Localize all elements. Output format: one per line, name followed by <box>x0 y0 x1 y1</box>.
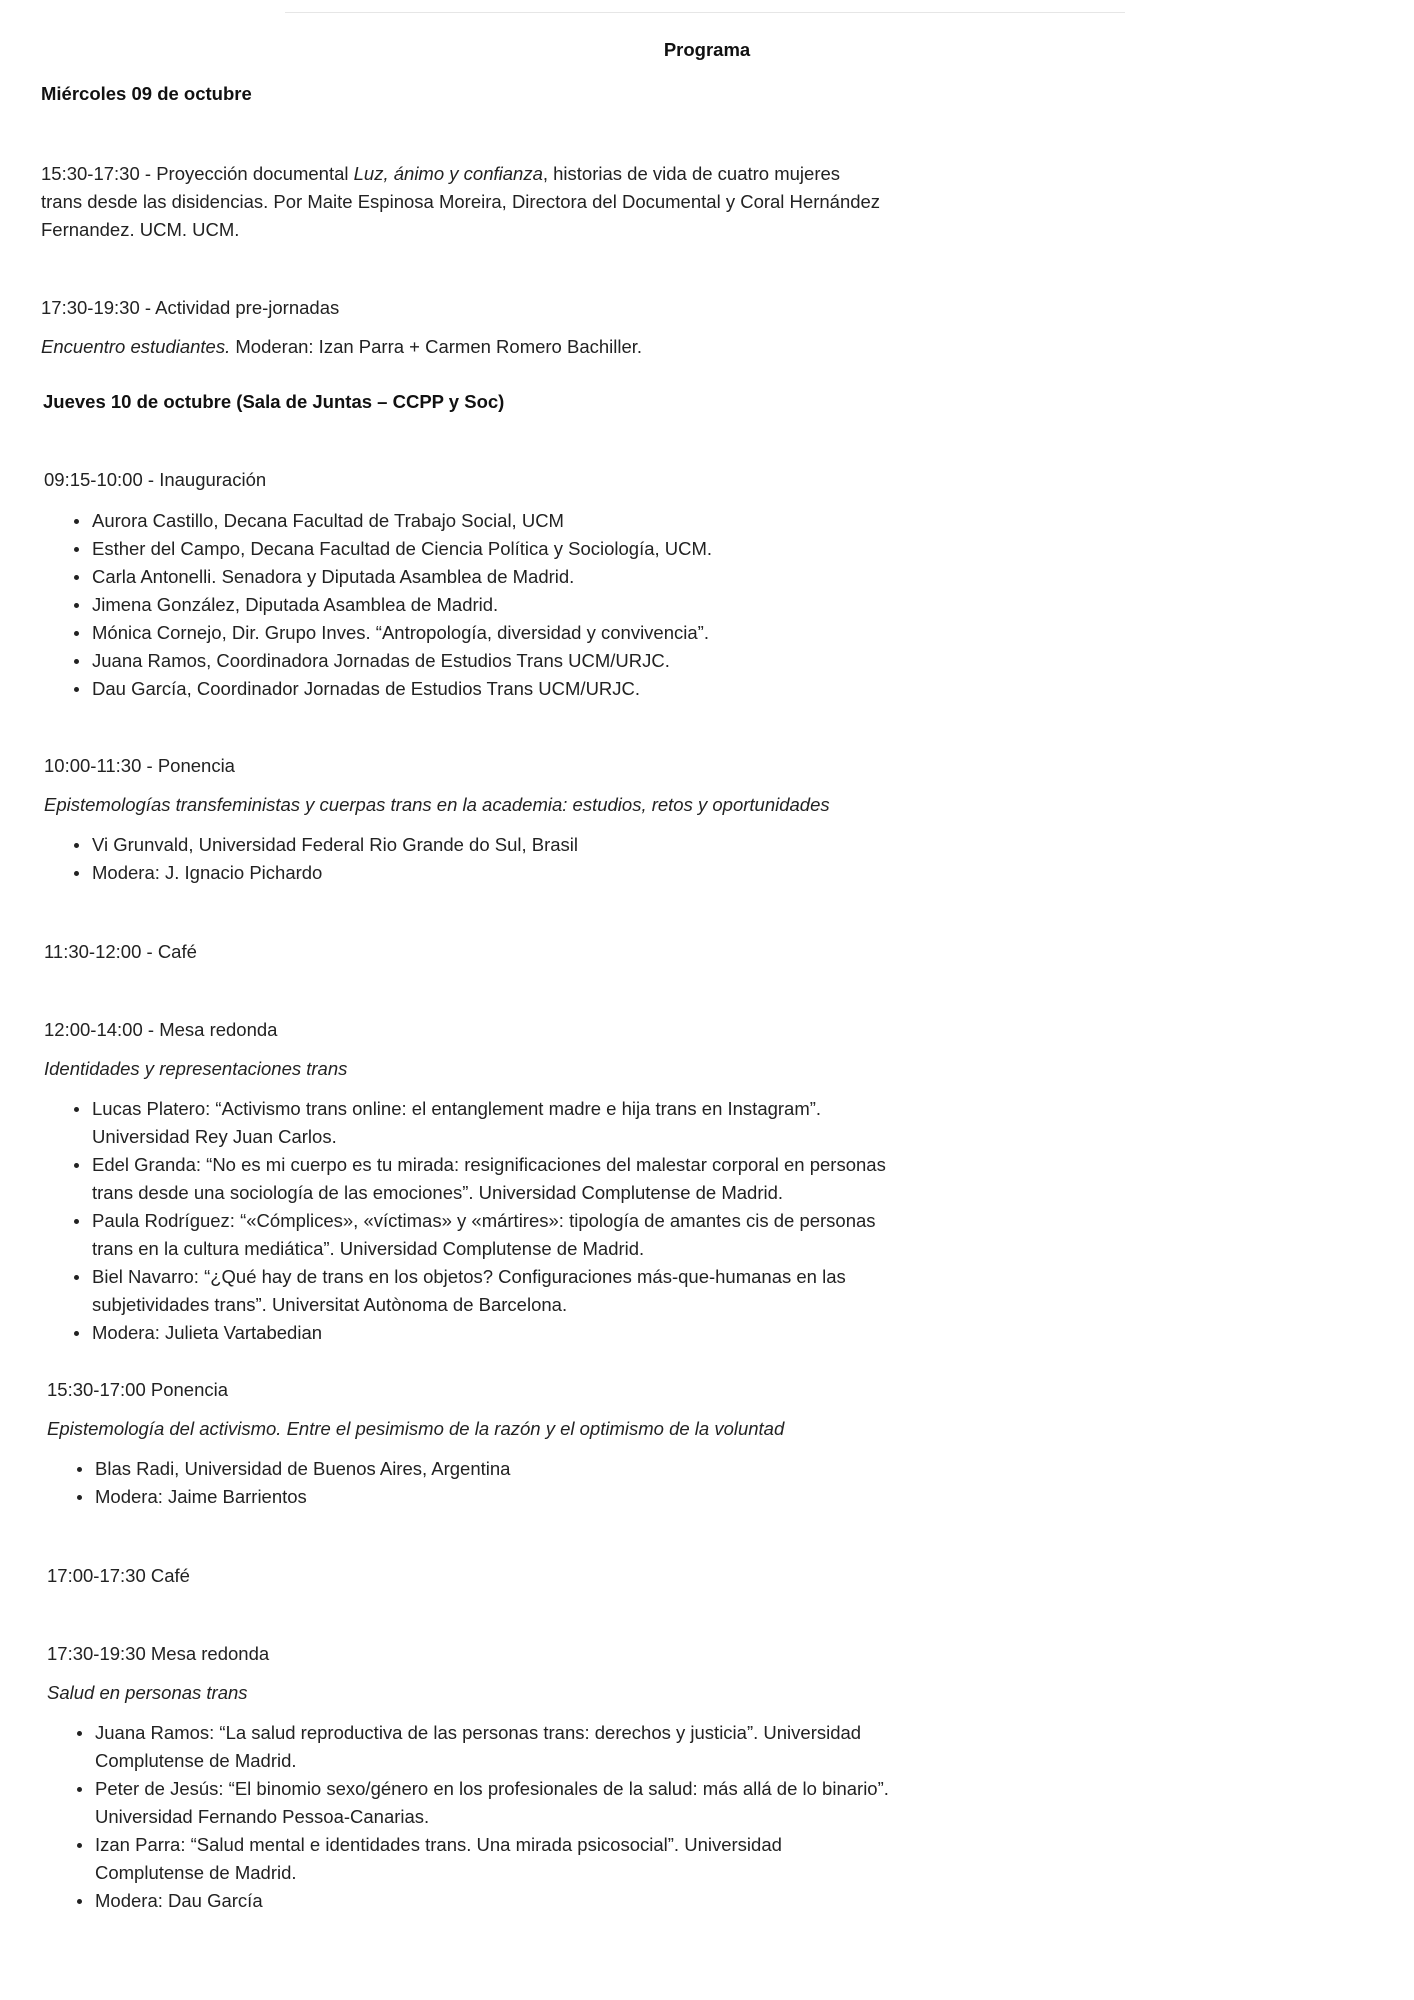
list-item: Modera: Jaime Barrientos <box>95 1483 995 1511</box>
list-item: Juana Ramos, Coordinadora Jornadas de Estudios Trans UCM/URJC. <box>92 647 992 675</box>
list-item-line: Universidad Fernando Pessoa-Canarias. <box>95 1806 430 1827</box>
list-item: Jimena González, Diputada Asamblea de Madrid. <box>92 591 992 619</box>
day-heading-wednesday: Miércoles 09 de octubre <box>41 83 252 104</box>
list-item: Carla Antonelli. Senadora y Diputada Asamblea de Madrid. <box>92 563 992 591</box>
list-item-line: Modera: Dau García <box>95 1890 263 1911</box>
mesa2-list <box>95 1719 995 1915</box>
mesa1-time: 12:00-14:00 - Mesa redonda <box>44 1019 278 1040</box>
list-item <box>92 1095 992 1151</box>
list-item <box>92 1151 992 1207</box>
list-item-line: trans en la cultura mediática”. Universidad Complutense de Madrid. <box>92 1238 645 1259</box>
list-item: Modera: J. Ignacio Pichardo <box>92 859 992 887</box>
list-item <box>92 1319 992 1347</box>
event-documentary <box>41 160 961 244</box>
list-item <box>95 1887 995 1915</box>
ponencia1-list <box>92 831 992 887</box>
event-documentary-line-3: Fernandez. UCM. UCM. <box>41 219 240 240</box>
list-item-line: Modera: Julieta Vartabedian <box>92 1322 323 1343</box>
event-documentary-desc: , historias de vida de cuatro mujeres <box>542 163 841 184</box>
list-item-line: Peter de Jesús: “El binomio sexo/género en los profesionales de la salud: más allá de lo binario”. <box>95 1778 889 1799</box>
ponencia1-time: 10:00-11:30 - Ponencia <box>44 755 235 776</box>
cafe2-time: 17:00-17:30 Café <box>47 1565 190 1586</box>
list-item-line: Lucas Platero: “Activismo trans online: el entanglement madre e hija trans en Instagram”. <box>92 1098 822 1119</box>
ponencia1-subtitle: Epistemologías transfeministas y cuerpas trans en la academia: estudios, retos y oportunidades <box>44 794 830 815</box>
list-item <box>95 1775 995 1831</box>
list-item <box>92 1207 992 1263</box>
event-documentary-line-2: trans desde las disidencias. Por Maite Espinosa Moreira, Directora del Documental y Coral Hernández <box>41 191 881 212</box>
list-item-line: Complutense de Madrid. <box>95 1862 297 1883</box>
ponencia2-list <box>95 1455 995 1511</box>
list-item-line: subjetividades trans”. Universitat Autònoma de Barcelona. <box>92 1294 568 1315</box>
list-item-line: Edel Granda: “No es mi cuerpo es tu mirada: resignificaciones del malestar corporal en personas <box>92 1154 886 1175</box>
inauguration-list <box>92 507 992 703</box>
top-divider <box>285 12 1125 13</box>
event-prejornadas-moderators: Moderan: Izan Parra + Carmen Romero Bachiller. <box>230 336 643 357</box>
event-documentary-line-1 <box>41 160 961 188</box>
cafe1-time: 11:30-12:00 - Café <box>44 941 197 962</box>
page-title: Programa <box>663 39 751 60</box>
list-item <box>95 1831 995 1887</box>
mesa2-subtitle: Salud en personas trans <box>47 1682 248 1703</box>
list-item <box>95 1719 995 1775</box>
ponencia2-time: 15:30-17:00 Ponencia <box>47 1379 229 1400</box>
documentary-title: Luz, ánimo y confianza <box>353 163 543 184</box>
event-prejornadas-desc <box>41 333 642 361</box>
list-item: Blas Radi, Universidad de Buenos Aires, Argentina <box>95 1455 995 1483</box>
list-item <box>92 1263 992 1319</box>
list-item-line: Biel Navarro: “¿Qué hay de trans en los objetos? Configuraciones más-que-humanas en las <box>92 1266 846 1287</box>
list-item-line: Universidad Rey Juan Carlos. <box>92 1126 337 1147</box>
ponencia2-subtitle: Epistemología del activismo. Entre el pesimismo de la razón y el optimismo de la voluntad <box>47 1418 785 1439</box>
list-item: Esther del Campo, Decana Facultad de Ciencia Política y Sociología, UCM. <box>92 535 992 563</box>
list-item-line: Juana Ramos: “La salud reproductiva de las personas trans: derechos y justicia”. Universidad <box>95 1722 862 1743</box>
list-item: Aurora Castillo, Decana Facultad de Trabajo Social, UCM <box>92 507 992 535</box>
list-item-line: Complutense de Madrid. <box>95 1750 297 1771</box>
day-heading-thursday: Jueves 10 de octubre (Sala de Juntas – CCPP y Soc) <box>43 391 505 412</box>
list-item: Vi Grunvald, Universidad Federal Rio Grande do Sul, Brasil <box>92 831 992 859</box>
list-item: Dau García, Coordinador Jornadas de Estudios Trans UCM/URJC. <box>92 675 992 703</box>
inauguration-time: 09:15-10:00 - Inauguración <box>44 469 267 490</box>
event-prejornadas-time: 17:30-19:30 - Actividad pre-jornadas <box>41 297 340 318</box>
list-item-line: Izan Parra: “Salud mental e identidades trans. Una mirada psicosocial”. Universidad <box>95 1834 782 1855</box>
mesa2-time: 17:30-19:30 Mesa redonda <box>47 1643 270 1664</box>
event-prejornadas-title: Encuentro estudiantes. <box>41 336 231 357</box>
mesa1-list <box>92 1095 992 1347</box>
event-documentary-time: 15:30-17:30 - Proyección documental <box>41 163 354 184</box>
list-item-line: trans desde una sociología de las emociones”. Universidad Complutense de Madrid. <box>92 1182 784 1203</box>
list-item-line: Paula Rodríguez: “«Cómplices», «víctimas» y «mártires»: tipología de amantes cis de personas <box>92 1210 876 1231</box>
list-item: Mónica Cornejo, Dir. Grupo Inves. “Antropología, diversidad y convivencia”. <box>92 619 992 647</box>
mesa1-subtitle: Identidades y representaciones trans <box>44 1058 348 1079</box>
